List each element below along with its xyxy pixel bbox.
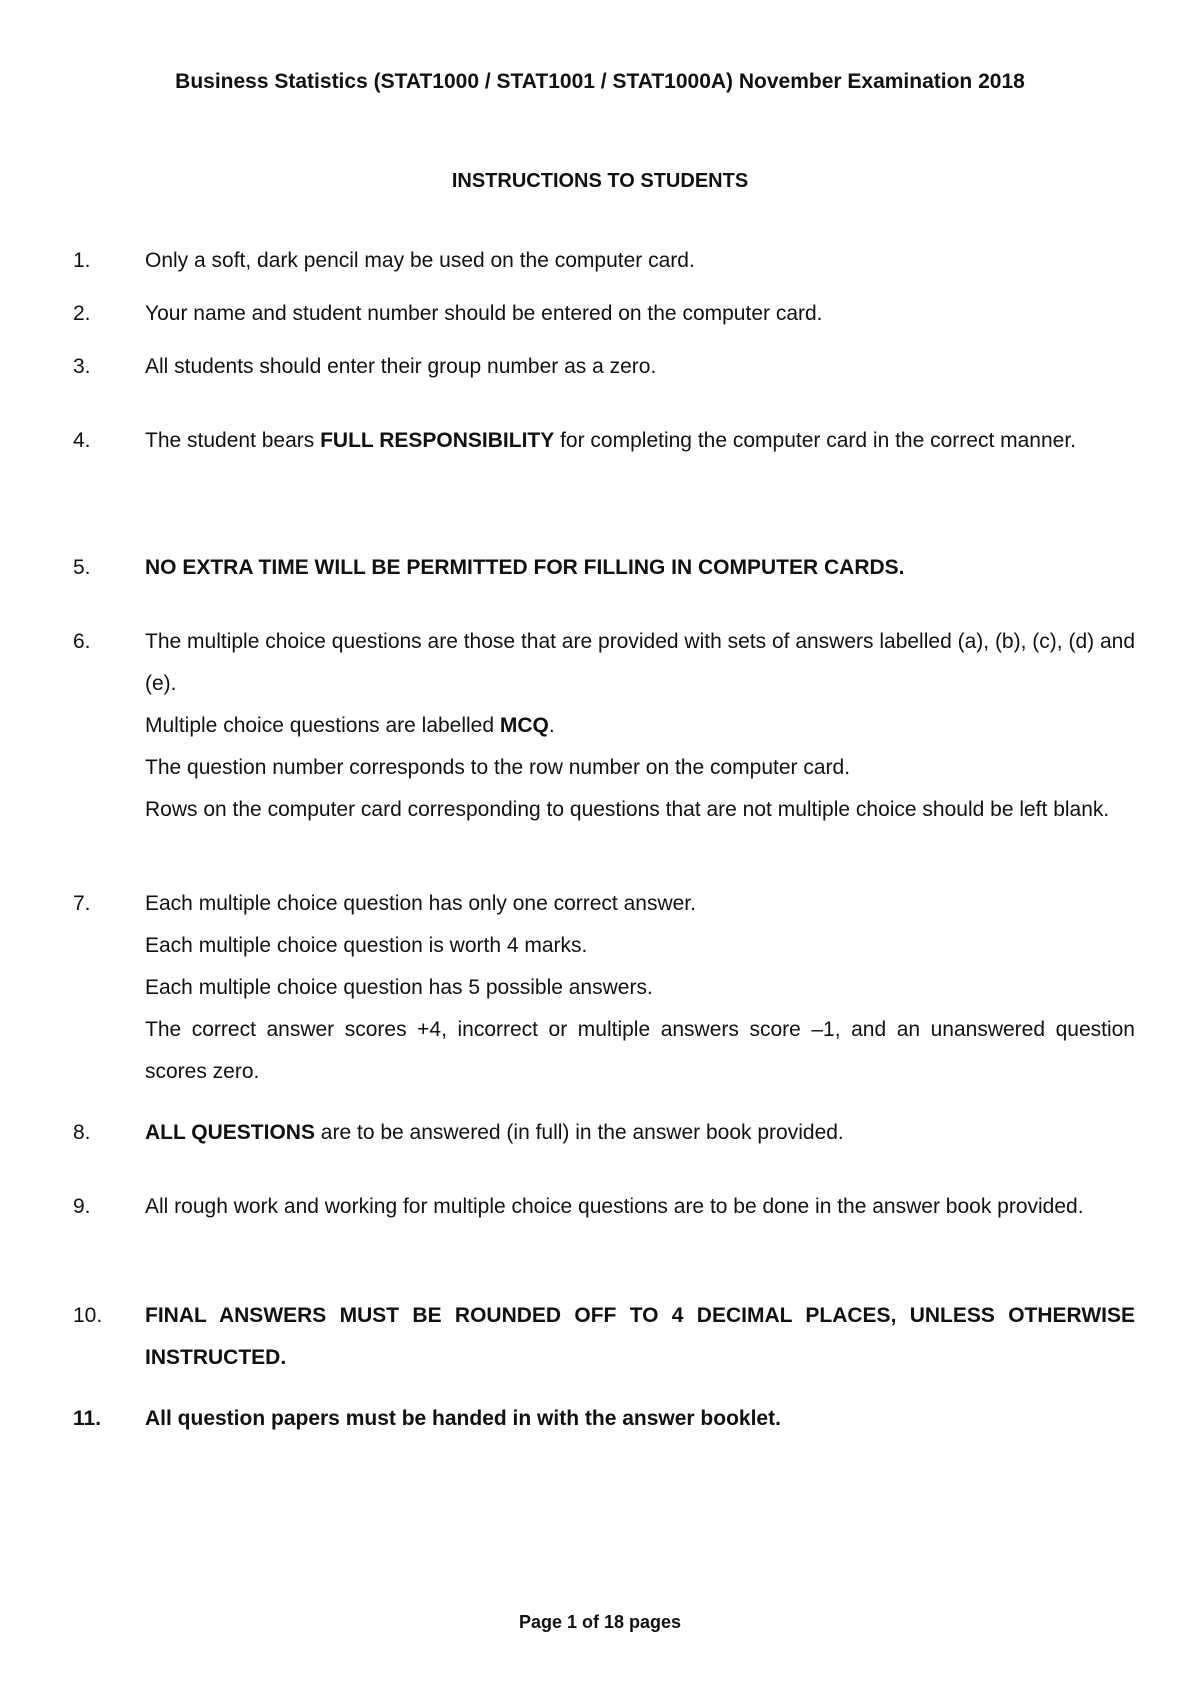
item-number: 4. (73, 429, 91, 452)
item-number: 11. (73, 1407, 102, 1430)
instruction-4 (73, 420, 1135, 462)
item-text-post: for completing the computer card in the correct manner. (554, 429, 1076, 452)
item-text-pre: The student bears (145, 429, 321, 452)
item-number: 7. (73, 892, 91, 915)
item-number: 10. (73, 1304, 103, 1327)
item-line-1: The multiple choice questions are those that are provided with sets of answers labelled (a), (b), (c), (d) and (e). (145, 630, 1135, 695)
item-line-1: Each multiple choice question has only one correct answer. (145, 892, 696, 915)
instruction-7 (73, 883, 1135, 1093)
instruction-1 (73, 240, 1135, 282)
instruction-6 (73, 621, 1135, 831)
mcq-label: MCQ (499, 714, 549, 737)
item-line-2: Each multiple choice question is worth 4 marks. (145, 934, 588, 957)
item-line-4: Rows on the computer card corresponding to questions that are not multiple choice should be left blank. (145, 798, 1110, 821)
instruction-2 (73, 293, 1135, 335)
item-number: 2. (73, 302, 91, 325)
item-line-3: Each multiple choice question has 5 possible answers. (145, 976, 653, 999)
item-text-post: are to be answered (in full) in the answer book provided. (314, 1121, 844, 1144)
instruction-5 (73, 547, 1135, 589)
item-text: All question papers must be handed in with the answer booklet. (145, 1407, 781, 1430)
item-text: All rough work and working for multiple choice questions are to be done in the answer book provided. (145, 1195, 1084, 1218)
page-footer: Page 1 of 18 pages (518, 1612, 682, 1632)
instructions-title: INSTRUCTIONS TO STUDENTS (451, 170, 749, 192)
item-text-bold: ALL QUESTIONS (145, 1121, 315, 1144)
instruction-8 (73, 1112, 1135, 1154)
instruction-3 (73, 346, 1135, 388)
instruction-11 (73, 1398, 1135, 1440)
item-text: FINAL ANSWERS MUST BE ROUNDED OFF TO 4 DECIMAL PLACES, UNLESS OTHERWISE INSTRUCTED. (145, 1304, 1135, 1369)
item-line-3: The question number corresponds to the row number on the computer card. (145, 756, 851, 779)
item-text: All students should enter their group number as a zero. (145, 355, 657, 378)
item-number: 1. (73, 249, 91, 272)
item-text-bold: FULL RESPONSIBILITY (320, 429, 555, 452)
item-number: 9. (73, 1195, 91, 1218)
item-line-2: Multiple choice questions are labelled MCQ. (145, 714, 555, 737)
item-text: Only a soft, dark pencil may be used on the computer card. (145, 249, 695, 272)
item-text: NO EXTRA TIME WILL BE PERMITTED FOR FILLING IN COMPUTER CARDS. (145, 556, 905, 579)
item-text (145, 1112, 1135, 1154)
item-number: 6. (73, 630, 91, 653)
item-number: 8. (73, 1121, 91, 1144)
item-number: 5. (73, 556, 91, 579)
exam-header: Business Statistics (STAT1000 / STAT1001 / STAT1000A) November Examination 2018 (175, 70, 1025, 93)
instruction-9 (73, 1186, 1135, 1228)
item-text (145, 420, 1135, 462)
instruction-10 (73, 1295, 1135, 1379)
item-line-4: The correct answer scores +4, incorrect or multiple answers score –1, and an unanswered question scores zero. (145, 1018, 1135, 1083)
item-text: Your name and student number should be entered on the computer card. (145, 302, 823, 325)
item-number: 3. (73, 355, 91, 378)
